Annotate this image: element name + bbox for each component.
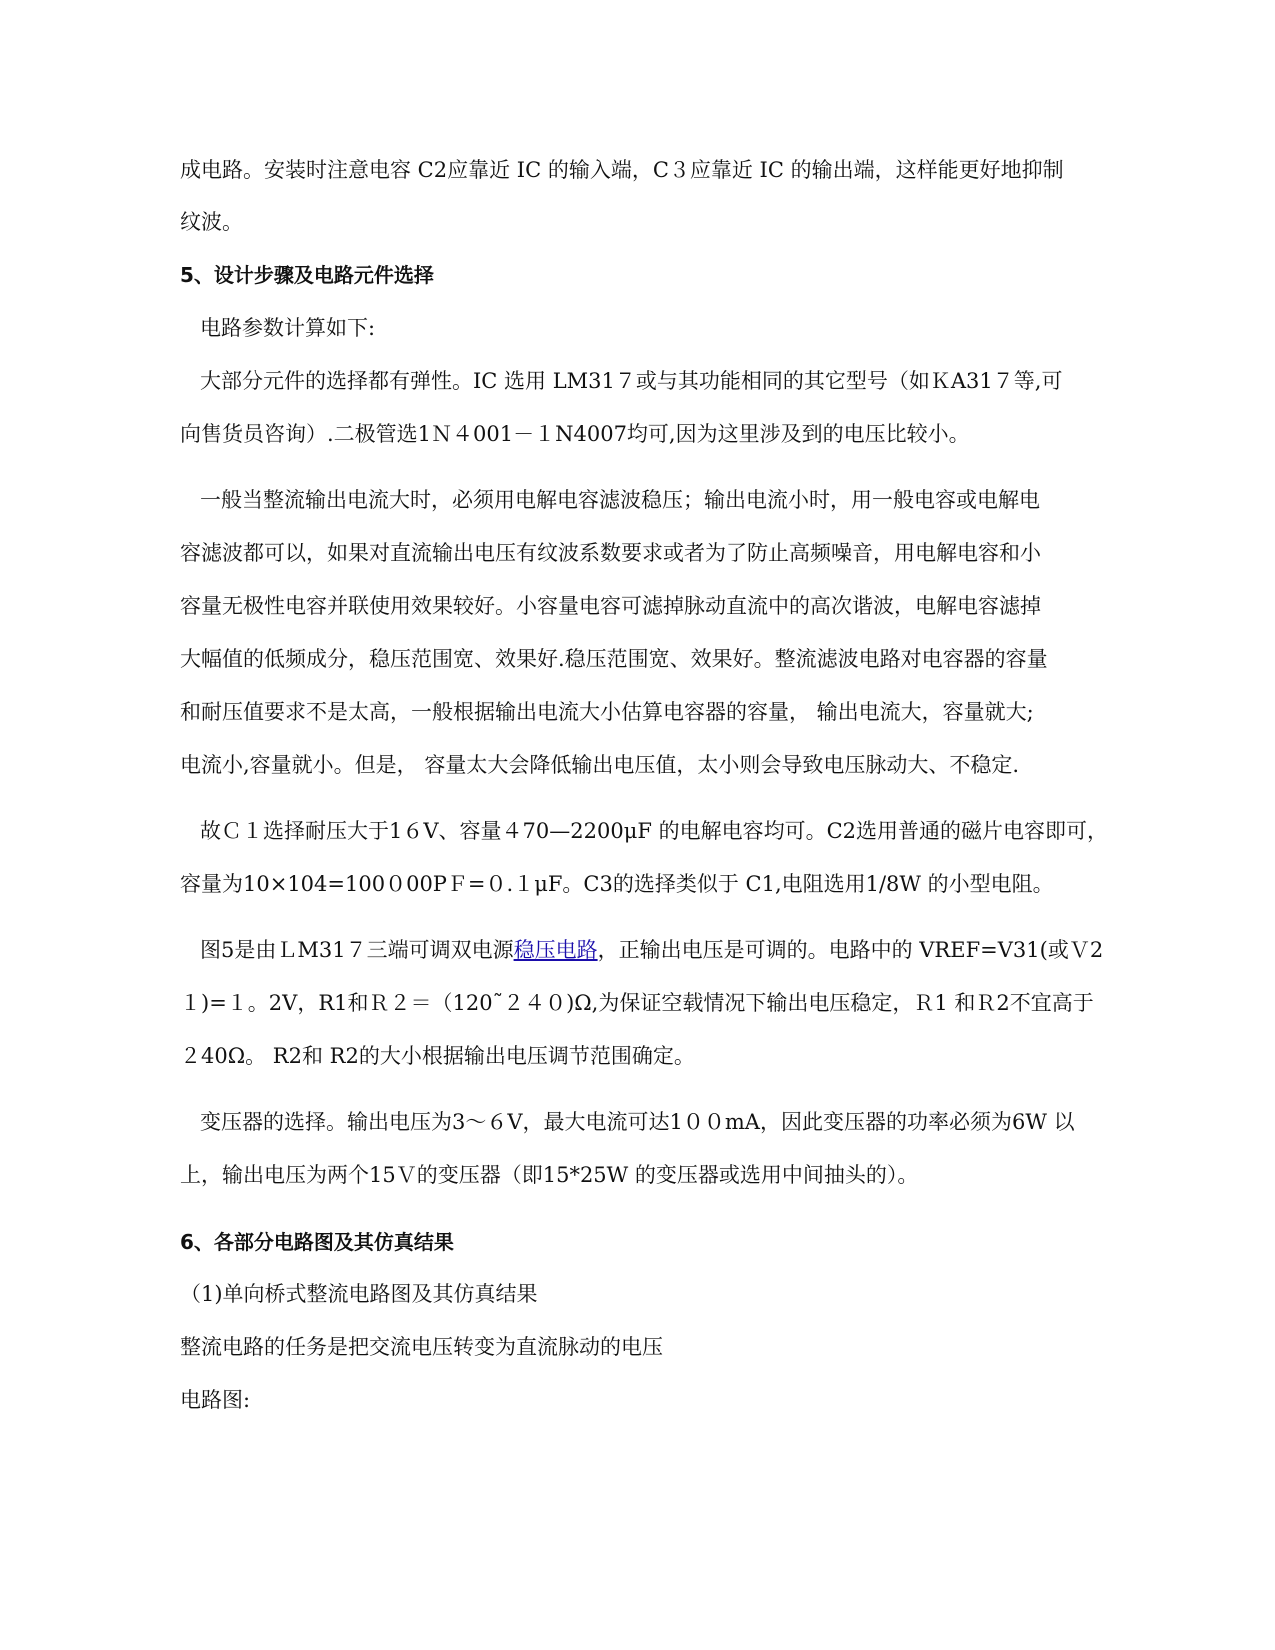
paragraph-line: 容滤波都可以，如果对直流输出电压有纹波系数要求或者为了防止高频噪音，用电解电容和小 [180,541,1041,565]
subheading-line: （1)单向桥式整流电路图及其仿真结果 [180,1282,538,1306]
paragraph-line: 故Ｃ１选择耐压大于1６V、容量４70—2200μF 的电解电容均可。C2选用普通的磁片电容即可， [200,819,1109,843]
paragraph-line: 容量无极性电容并联使用效果较好。小容量电容可滤掉脉动直流中的高次谐波，电解电容滤掉 [180,594,1041,618]
section-heading-6: 6、各部分电路图及其仿真结果 [180,1230,454,1254]
section-heading-5: 5、设计步骤及电路元件选择 [180,263,434,287]
paragraph-line: 一般当整流输出电流大时，必须用电解电容滤波稳压；输出电流小时，用一般电容或电解电 [200,488,1040,512]
paragraph-line: 容量为10×104=100０00PＦ=０.１μF。C3的选择类似于 C1,电阻选用1/8W 的小型电阻。 [180,872,1054,896]
paragraph-line: 和耐压值要求不是太高，一般根据输出电流大小估算电容器的容量， 输出电流大，容量就大; [180,700,1034,724]
paragraph-line: 电路参数计算如下: [200,316,376,340]
text-segment: 图5是由ＬM31７三端可调双电源 [200,938,514,962]
text-segment: ，正输出电压是可调的。电路中的 VREF=V31(或Ｖ2 [597,938,1104,962]
paragraph-line: 大部分元件的选择都有弹性。IC 选用 LM31７或与其功能相同的其它型号（如ＫA31７等,可 [200,369,1063,393]
paragraph-line: 纹波。 [180,210,243,234]
paragraph-line: 整流电路的任务是把交流电压转变为直流脉动的电压 [180,1335,663,1359]
paragraph-line: 上，输出电压为两个15Ｖ的变压器（即15*25W 的变压器或选用中间抽头的）。 [180,1163,919,1187]
regulator-circuit-link[interactable]: 稳压电路 [513,938,598,962]
paragraph-line: 大幅值的低频成分，稳压范围宽、效果好.稳压范围宽、效果好。整流滤波电路对电容器的容量 [180,647,1048,671]
paragraph-line: ２40Ω。 R2和 R2的大小根据输出电压调节范围确定。 [180,1044,695,1068]
paragraph-line: 电流小,容量就小。但是， 容量太大会降低输出电压值，太小则会导致电压脉动大、不稳定. [180,753,1020,777]
paragraph-line-with-link [200,936,1103,964]
paragraph-line: 向售货员咨询）.二极管选1Ｎ４001－１N4007均可,因为这里涉及到的电压比较小。 [180,422,970,446]
paragraph-line: 成电路。安装时注意电容 C2应靠近 IC 的输入端，C３应靠近 IC 的输出端，这样能更好地抑制 [180,158,1064,182]
paragraph-line: 电路图: [180,1388,251,1412]
paragraph-line: 变压器的选择。输出电压为3～６V，最大电流可达1００mA，因此变压器的功率必须为6W 以 [200,1110,1075,1134]
paragraph-line: １)=１。2V，R1和Ｒ２＝（120˜２４０)Ω,为保证空载情况下输出电压稳定，Ｒ1 和Ｒ2不宜高于 [180,991,1094,1015]
